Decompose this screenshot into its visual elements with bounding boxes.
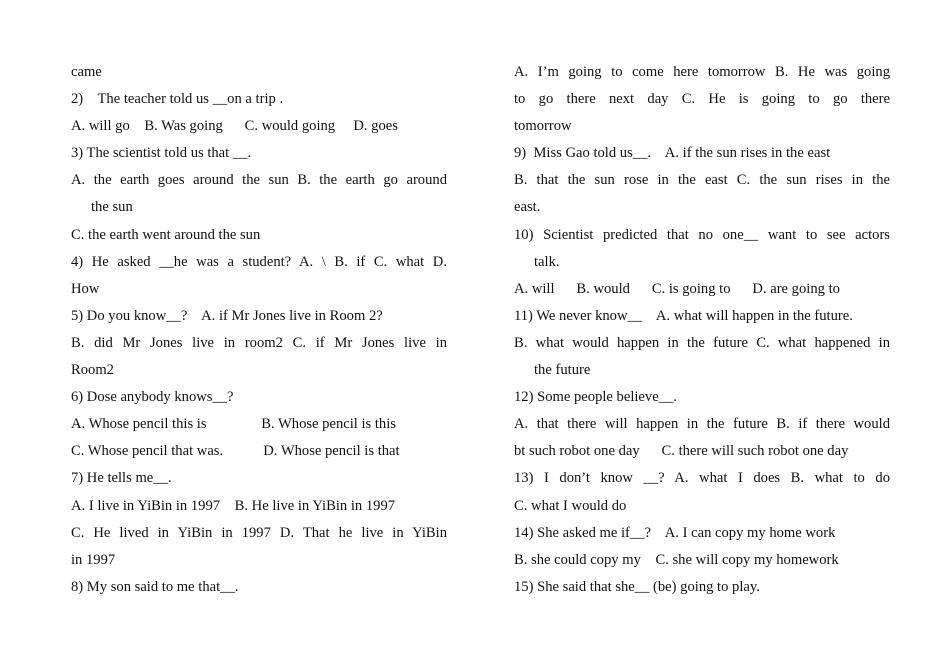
text-line: tomorrow (514, 118, 572, 135)
text-line: A. will go B. Was going C. would going D. goes (71, 118, 398, 135)
right-column (514, 59, 890, 601)
text-line: Room2 (71, 362, 114, 379)
text-line: 7) He tells me__. (71, 470, 172, 487)
text-line: 11) We never know__ A. what will happen in the future. (514, 307, 853, 324)
text-line: 8) My son said to me that__. (71, 578, 239, 595)
text-line: 3) The scientist told us that __. (71, 145, 252, 162)
text-line: to go there next day C. He is going to go there (514, 91, 890, 108)
text-line: in 1997 (71, 551, 116, 568)
text-line: C. the earth went around the sun (71, 226, 261, 243)
text-line: B. what would happen in the future C. what happened in (514, 334, 890, 351)
text-line: C. He lived in YiBin in 1997 D. That he live in YiBin (71, 524, 447, 541)
text-line: B. did Mr Jones live in room2 C. if Mr Jones live in (71, 334, 447, 351)
text-line: A. I live in YiBin in 1997 B. He live in YiBin in 1997 (71, 497, 396, 514)
left-column (71, 59, 447, 601)
text-line: bt such robot one day C. there will such robot one day (514, 443, 849, 460)
text-line: 4) He asked __he was a student? A. \ B. if C. what D. (71, 253, 447, 270)
text-line: 14) She asked me if__? A. I can copy my home work (514, 524, 836, 541)
text-line: C. what I would do (514, 497, 627, 514)
text-line: talk. (534, 253, 560, 270)
text-line: 6) Dose anybody knows__? (71, 389, 234, 406)
text-line: How (71, 280, 100, 297)
text-line: 5) Do you know__? A. if Mr Jones live in Room 2? (71, 307, 383, 324)
text-line: A. the earth goes around the sun B. the earth go around (71, 172, 447, 189)
text-line: A. I’m going to come here tomorrow B. He was going (514, 64, 890, 80)
text-line: the future (534, 362, 591, 379)
text-line: B. she could copy my C. she will copy my homework (514, 551, 839, 568)
text-line: 2) The teacher told us __on a trip . (71, 91, 284, 108)
text-line: B. that the sun rose in the east C. the sun rises in the (514, 172, 890, 189)
text-line: A. Whose pencil this is B. Whose pencil is this (71, 416, 396, 433)
text-line: came (71, 64, 102, 80)
text-line: the sun (91, 199, 133, 216)
text-line: east. (514, 199, 541, 216)
text-line: A. that there will happen in the future B. if there would (514, 416, 890, 433)
text-line: 13) I don’t know __? A. what I does B. what to do (514, 470, 890, 487)
text-line: 12) Some people believe__. (514, 389, 677, 406)
text-line: A. will B. would C. is going to D. are going to (514, 280, 840, 297)
text-line: 15) She said that she__ (be) going to play. (514, 578, 760, 595)
text-line: 9) Miss Gao told us__. A. if the sun rises in the east (514, 145, 831, 162)
text-line: 10) Scientist predicted that no one__ want to see actors (514, 226, 890, 243)
text-line: C. Whose pencil that was. D. Whose pencil is that (71, 443, 400, 460)
